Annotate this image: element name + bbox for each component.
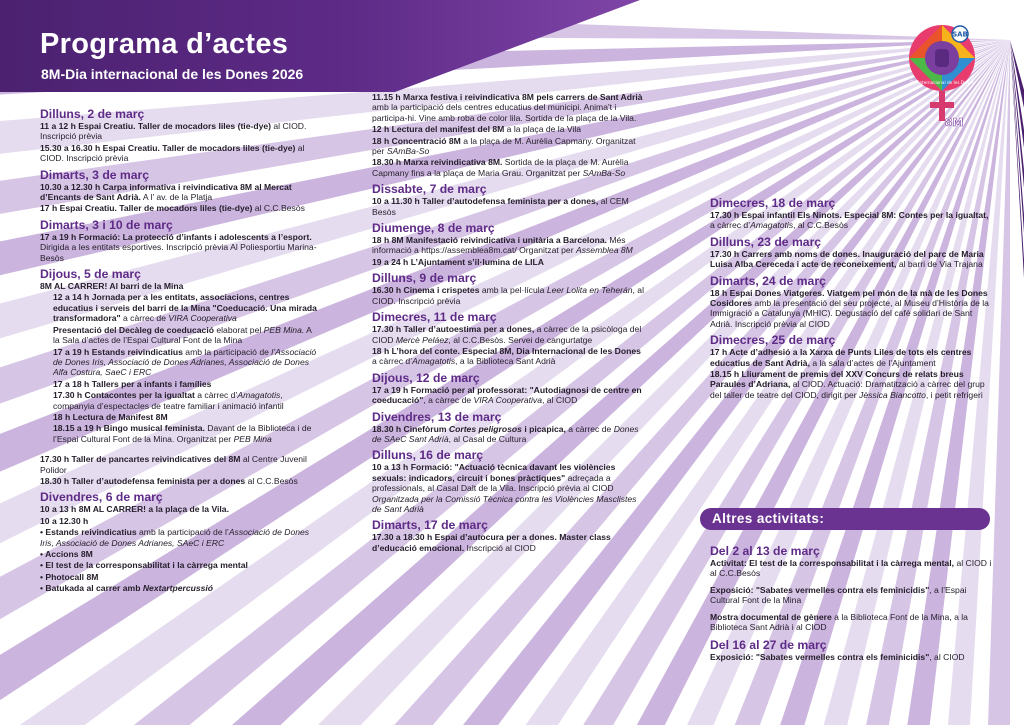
day-heading: Dimecres, 18 de març — [710, 196, 836, 210]
day-heading: Diumenge, 8 de març — [372, 221, 495, 236]
event-entry: 18.15 h Lliurament de premis del XXV Concurs de relats breus Paraules d’Adriana, al CIOD. Actuació: Dramatització a càrrec del grup del taller de teatre del CIOD, dirigit per Jèssica Biancotto, i petit refrigeri — [710, 369, 985, 400]
event-entry: 12 a 14 h Jornada per a les entitats, associacions, centres educatius i serveis del barri de la Mina "Coeducació. Una mirada transformadora" a càrrec de VIRA Cooperativa — [53, 292, 317, 324]
logo-text: Dia internacional de les Dones — [910, 80, 974, 85]
day-heading: Dilluns, 16 de març — [372, 448, 484, 463]
logo-8m — [906, 22, 978, 132]
day-heading: Dissabte, 7 de març — [372, 182, 487, 197]
day-heading: Dijous, 5 de març — [40, 267, 141, 282]
event-entry: 18 h Lectura de Manifest 8M — [53, 411, 168, 422]
event-entry: 18.30 h Marxa reivindicativa 8M. Sortida de la plaça de M. Aurèlia Capmany fins a la plaça de Maria Grau. Organitzat per SAmBa-So — [372, 157, 629, 178]
logo-mark: 8M — [944, 116, 964, 129]
event-entry: 17.30 h Taller de pancartes reivindicatives del 8M al Centre Juvenil Polidor — [40, 454, 307, 475]
event-entry: 19 a 24 h L’Ajuntament s’il·lumina de LILA — [372, 256, 544, 267]
event-entry: 18 h Espai Dones Viatgeres. Viatgem pel món de la mà de les Dones Cosidores amb la presentació del seu projecte, al Museu d’Història de la Immigració a Catalunya (MHIC). Degustació del cafè solidari de Sant Adrià. Inscripció prèvia al CIOD — [710, 287, 989, 329]
day-heading: Dimecres, 11 de març — [372, 310, 497, 325]
event-entry: • Photocall 8M — [40, 571, 99, 582]
event-entry: 17 h Espai Creatiu. Taller de mocadors liles (tie-dye) al C.C.Besòs — [40, 203, 305, 214]
event-entry: 10 a 11.30 h Taller d’autodefensa feminista per a dones, al CEM Besòs — [372, 196, 629, 217]
day-heading: Dimarts, 3 i 10 de març — [40, 217, 173, 232]
event-entry: Activitat: El test de la corresponsabilitat i la càrrega mental, al CIOD i al C.C.Besòs — [710, 558, 992, 579]
event-entry: 17.30 h Espai infantil Els Ninots. Especial 8M: Contes per la igualtat, a càrrec d’Amagatotis, al C.C.Besòs — [710, 210, 989, 231]
event-entry: 18.30 h Taller d’autodefensa feminista per a dones al C.C.Besòs — [40, 475, 298, 486]
altres-activitats-banner — [700, 508, 990, 530]
column-2 — [372, 92, 648, 554]
event-entry: 10 a 13 h 8M AL CARRER! a la plaça de la Vila. — [40, 504, 229, 515]
day-heading: Dijous, 12 de març — [372, 370, 480, 385]
altres-activitats-label: Altres activitats: — [712, 511, 825, 526]
day-heading: Divendres, 13 de març — [372, 409, 502, 424]
event-entry: 10 a 12.30 h — [40, 515, 89, 526]
event-entry: • Batukada al carrer amb Nextartpercussió — [40, 583, 214, 594]
event-entry: 17.30 h Carrers amb noms de dones. Inauguració del parc de Maria Luisa Alba Cereceda i acte de reconeixement, al barri de Via Trajana — [710, 248, 984, 270]
day-heading: Dilluns, 2 de març — [40, 107, 145, 121]
event-entry: 10.30 a 12.30 h Carpa informativa i reivindicativa 8M al Mercat d’Encants de Sant Adrià. A l’ av. de la Platja — [40, 181, 292, 203]
page-subtitle: 8M-Dia internacional de les Dones 2026 — [41, 66, 304, 82]
column-1 — [40, 107, 318, 595]
column-3 — [710, 196, 990, 401]
event-entry: 17.30 h Taller d’autoestima per a dones, a càrrec de la psicòloga del CIOD Mercè Peláez, al C.C.Besòs. Servei de cangurtatge — [372, 324, 642, 345]
event-entry: 15.30 a 16.30 h Espai Creatiu. Taller de mocadors liles (tie-dye) al CIOD. Inscripció prèvia — [40, 142, 305, 164]
event-entry: Exposició: "Sabates vermelles contra els feminicidis", al CIOD — [710, 652, 965, 663]
day-heading: Divendres, 6 de març — [40, 490, 163, 505]
event-entry: Exposició: "Sabates vermelles contra els feminicidis", a l’Espai Cultural Font de la Mina — [710, 584, 967, 606]
event-entry: 17 a 19 h Formació: La protecció d’infants i adolescents a l’esport. Dirigida a les entitats esportives. Inscripció prèvia Al Poliesportiu Marina-Besòs — [40, 231, 317, 263]
event-entry: 18.15 a 19 h Bingo musical feminista. Davant de la Biblioteca i de l’Espai Cultural Font de la Mina. Organitzat per PEB Mina — [53, 423, 312, 444]
event-entry: 18 h L’hora del conte. Especial 8M, Dia Internacional de les Dones a càrrec d’Amagatotis, a la Biblioteca Sant Adrià — [372, 345, 641, 367]
event-entry: 16.30 h Cinema i crispetes amb la pel·lícula Leer Lolita en Teherán, al CIOD. Inscripció prèvia — [372, 285, 644, 306]
event-entry: 18 h Concentració 8M a la plaça de M. Aurèlia Capmany. Organitzat per SAmBa-So — [372, 135, 636, 157]
logo-badge: SAB — [952, 30, 968, 39]
altres-activitats-list — [710, 544, 992, 669]
event-entry: • Estands reivindicatius amb la participació de l’Associació de Dones Iris, Associació de Dones Adrianes, SAeC i ERC — [40, 527, 310, 548]
event-entry: Presentació del Decàleg de coeducació elaborat pel PEB Mina. A la Sala d’actes de l’Espai Cultural Font de la Mina — [53, 324, 312, 346]
page-title: Programa d’actes — [40, 28, 289, 60]
day-heading: Dimecres, 25 de març — [710, 333, 836, 348]
event-entry: 18 h 8M Manifestació reivindicativa i unitària a Barcelona. Més informació a https://assemblea8m.cat/ Organitzat per Assemblea 8M — [372, 235, 633, 256]
event-entry: • El test de la corresponsabilitat i la càrrega mental — [40, 560, 248, 571]
event-entry: 11.15 h Marxa festiva i reivindicativa 8M pels carrers de Sant Adrià amb la participació dels centres educatius del municipi. Anima't i participa-hi. Vine amb roba de color lila. Sortida de la plaça de la Vila. — [372, 92, 643, 123]
day-heading: Del 2 al 13 de març — [710, 544, 820, 558]
event-entry: 17.30 h Contacontes per la igualtat a càrrec d’Amagatotis, companyia d’espectacles de teatre familiar i animació infantil — [53, 390, 284, 411]
day-heading: Dilluns, 23 de març — [710, 234, 822, 249]
event-entry: 17 h Acte d’adhesió a la Xarxa de Punts Liles de tots els centres educatius de Sant Adrià, a la sala d’actes de l’Ajuntament — [710, 347, 972, 368]
sunburst-ray-dark — [1010, 40, 1024, 188]
event-entry: 17 a 19 h Formació per al professorat: "Autodiagnosi de centre en coeducació", a càrrec de VIRA Cooperativa, al CIOD — [372, 384, 642, 406]
event-entry: • Accions 8M — [40, 549, 93, 559]
event-entry: 10 a 13 h Formació: "Actuació tècnica davant les violències sexuals: indicadors, circuit i bones pràctiques" adreçada a professionals, al Casal Dalt de la Vila. Inscripció prèvia al CIOD Organitzada per la Comissió Tècnica contra les Violències Masclistes de Sant Adrià — [372, 462, 637, 514]
day-heading: Dilluns, 9 de març — [372, 271, 477, 286]
event-entry: 8M AL CARRER! Al barri de la Mina — [40, 281, 184, 292]
day-heading: Del 16 al 27 de març — [710, 638, 827, 653]
event-entry: 17.30 a 18.30 h Espai d’autocura per a dones. Master class d’educació emocional. Inscripció al CIOD — [372, 532, 611, 553]
event-entry: 17 a 18 h Tallers per a infants i famílies — [53, 378, 212, 389]
event-entry: 12 h Lectura del manifest del 8M a la plaça de la Vila — [372, 124, 582, 135]
event-entry: 11 a 12 h Espai Creatiu. Taller de mocadors liles (tie-dye) al CIOD. Inscripció prèvia — [40, 121, 307, 142]
day-heading: Dimarts, 17 de març — [372, 518, 488, 533]
day-heading: Dimarts, 3 de març — [40, 167, 150, 182]
event-entry: Mostra documental de gènere a la Biblioteca Font de la Mina, a la Biblioteca Sant Adrià i al CIOD — [710, 611, 968, 633]
event-entry: 17 a 19 h Estands reivindicatius amb la participació de l’Associació de Dones Iris, Associació de Dones Adrianes, Associació de Dones Alfa Costura, SaeC i ERC — [53, 346, 317, 378]
day-heading: Dimarts, 24 de març — [710, 273, 826, 288]
event-entry: 18.30 h Cinefòrum Cortes peligrosos i picapica, a càrrec de Dones de SAeC Sant Adrià, al Casal de Cultura — [372, 423, 639, 444]
